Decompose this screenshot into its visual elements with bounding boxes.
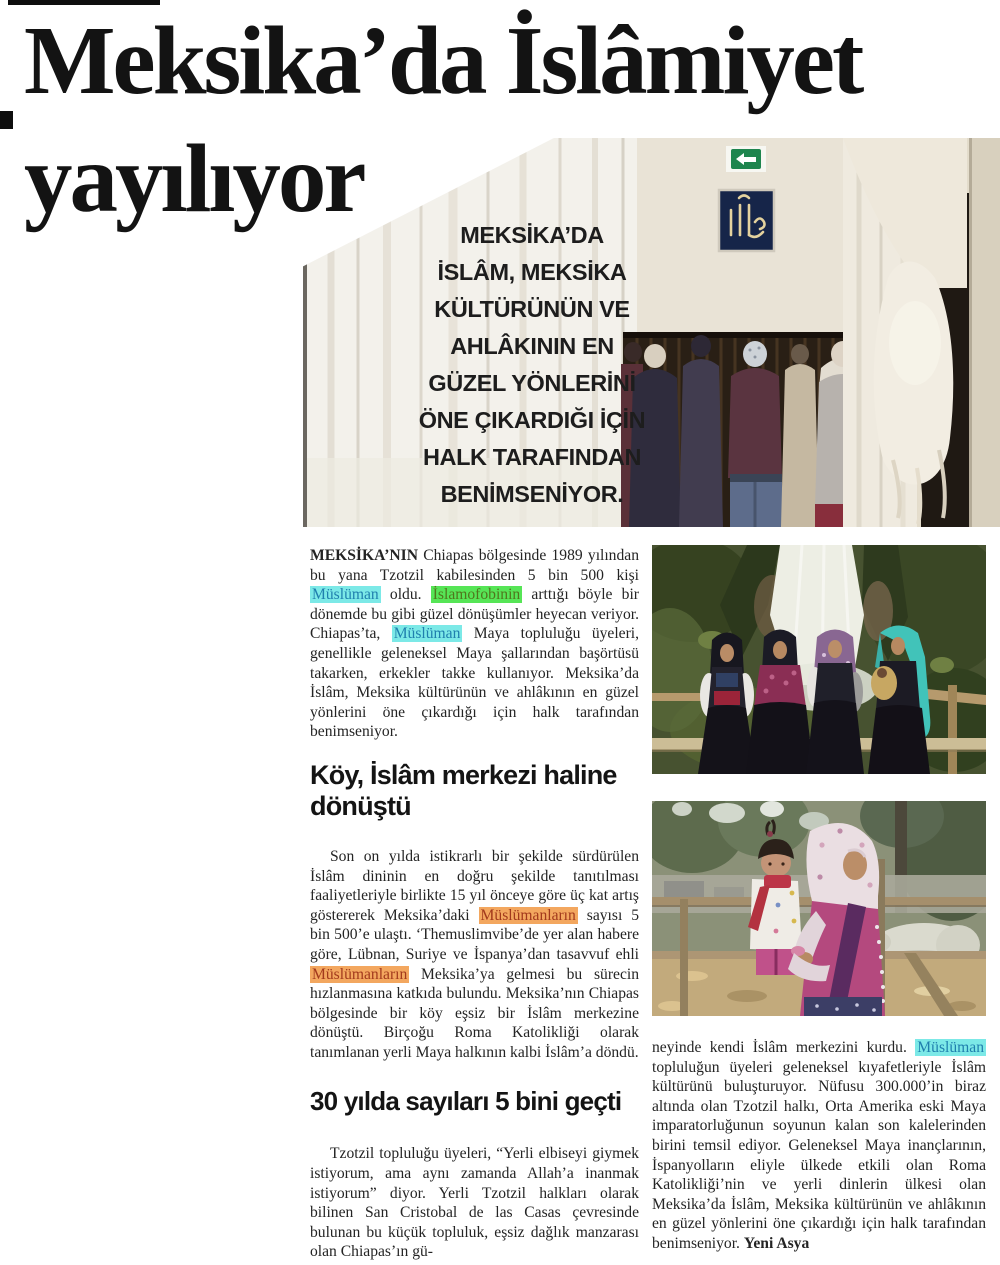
scan-artifact-left	[0, 111, 13, 129]
photo-mother-and-child	[652, 801, 986, 1016]
article-column-right	[652, 545, 986, 1254]
exit-sign-icon	[726, 146, 766, 172]
headline-line-1: Meksika’da İslâmiyet	[24, 7, 862, 114]
paragraph-2: Son on yılda istikrarlı bir şekilde sürdürülen İslâm dininin en doğru şekilde tanıtılması faaliyetleriyle birlikte 15 yıl önceye göre üç kat artış göstererek Meksika’daki Müslümanların sayısı 5 bin 500’e ulaştı. ‘Themuslimvibe’de yer alan habere göre, Lübnan, Suriye ve İspanya’dan tasavvuf ehli Müslümanların Meksika’ya gelmesi bu sürecin hızlanmasına katkıda bulundu. Meksika’nın Chiapas bölgesinde bir köy eşsiz bir İslâm merkezine dönüştü. Birçoğu Roma Katolikliği olarak tanımlanan yerli Maya halkının kalbi İslâm’a döndü.	[310, 847, 639, 1061]
paragraph-1: MEKSİKA’NIN Chiapas bölgesinde 1989 yılından bu yana Tzotzil kabilesinden 5 bin 500 kişi Müslüman oldu. İslamofobinin arttığı böyle bir dönemde bu gibi güzel dönüşümler heyecan veriyor. Chiapas’ta, Müslüman Maya topluluğu üyeleri, genellikle geleneksel Maya şallarından başörtüsü takarken, erkekler takke kullanıyor. Meksika’da İslâm, Meksika kültürünün ve ahlâkının en güzel yönlerini öne çıkardığı için halk tarafından benimseniyor.	[310, 547, 640, 741]
subheading-1: Köy, İslâm merkezi haline dönüştü	[310, 759, 617, 821]
headline-line-2: yayılıyor	[24, 125, 364, 232]
pull-quote: MEKSİKA’DA İSLÂM, MEKSİKA KÜLTÜRÜNÜN VE AHLÂKININ EN GÜZEL YÖNLERİNİ ÖNE ÇIKARDIĞI İÇİN HALK TARAFINDAN BENİMSENİYOR.	[418, 222, 646, 507]
allah-calligraphy	[719, 190, 774, 251]
paragraph-4: neyinde kendi İslâm merkezini kurdu. Müslüman topluluğun üyeleri geleneksel kıyafetleriyle İslâm kültürünü buluşturuyor. Nüfusu 300.000’in biraz altında olan Tzotzil halkı, Orta Amerika eski Maya imparatorluğunun soyunun kalan son kalelerinden birini temsil ediyor. Geleneksel Maya inançlarının, İspanyolların eliyle ülkede etkili olan Roma Katolikliği’nin ve yerli dinlerin ülkesi olan Meksika’da İslâm, Meksika kültürünün ve ahlâkının en güzel yönlerini öne çıkardığı için halk tarafından benimseniyor. Yeni Asya	[652, 1039, 986, 1252]
paragraph-3: Tzotzil topluluğu üyeleri, “Yerli elbiseyi giymek istiyorum, ama aynı zamanda Allah’a inanmak istiyorum” diyor. Yerli Tzotzil halkları olarak bilinen San Cristobal de las Casas çevresinde bulunan bu küçük topluluk, eşsiz dağlık manzarası olan Chiapas’ın gü-	[310, 1145, 639, 1261]
article-column-left	[310, 546, 639, 1262]
scan-artifact-top	[8, 0, 160, 5]
subheading-2: 30 yılda sayıları 5 bini geçti	[310, 1086, 622, 1117]
photo-muslim-women	[652, 545, 986, 774]
curtain-tied	[843, 138, 1000, 527]
